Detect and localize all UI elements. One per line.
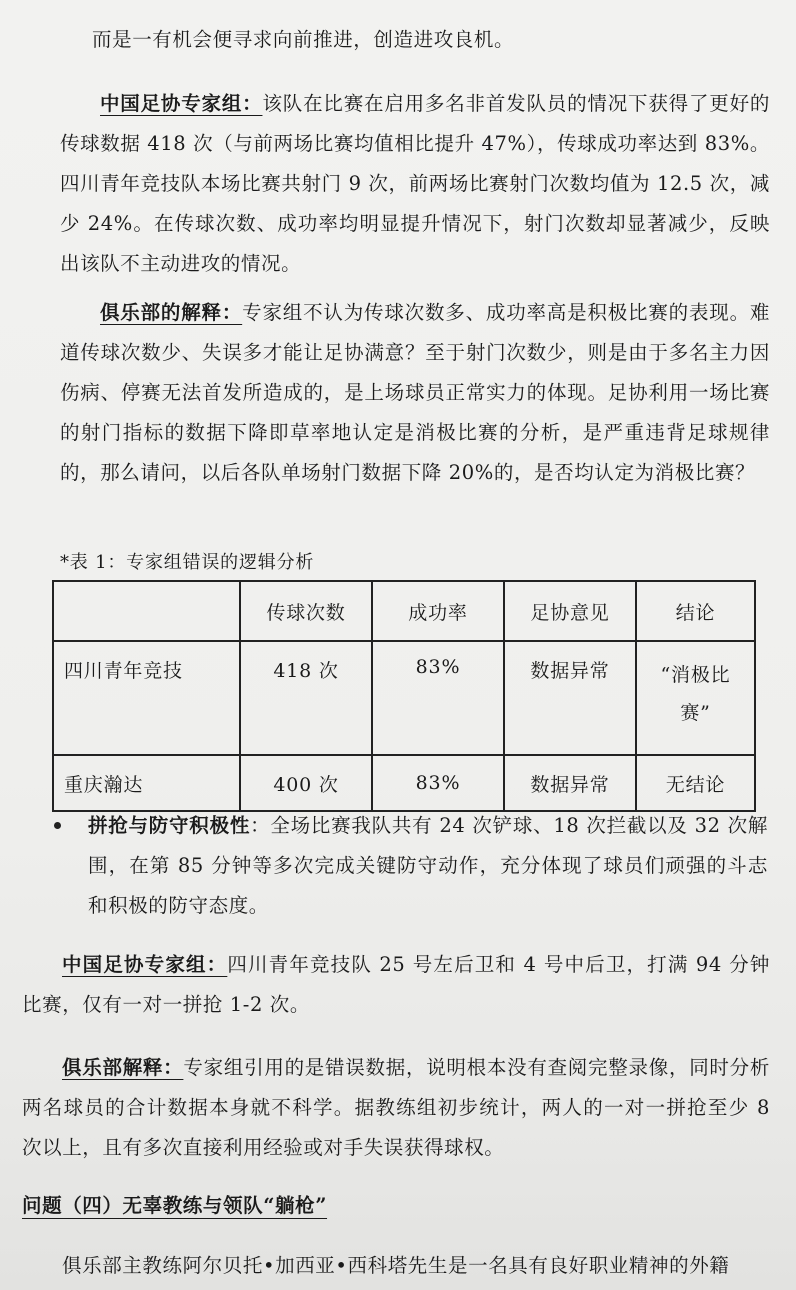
table-header-cell: 足协意见 (504, 581, 636, 641)
defense-bullet-paragraph (88, 806, 768, 926)
table-cell: 重庆瀚达 (53, 755, 240, 811)
table-cell: 数据异常 (504, 641, 636, 755)
table-caption: *表 1：专家组错误的逻辑分析 (60, 552, 315, 573)
intro-line: 而是一有机会便寻求向前推进，创造进攻良机。 (92, 28, 515, 51)
defense-bullet-label: 拼抢与防守积极性 (88, 814, 251, 837)
table-header-cell: 结论 (636, 581, 755, 641)
expert-group-tackle-text: 四川青年竞技队 25 号左后卫和 4 号中后卫，打满 94 分钟比赛，仅有一对一拼抢 1-2 次。 (22, 953, 770, 1016)
table-row (53, 755, 755, 811)
club-explanation-label: 俱乐部的解释： (100, 301, 243, 324)
club-explanation-label: 俱乐部解释： (62, 1056, 184, 1079)
club-explanation-passing-paragraph (60, 293, 770, 493)
table-cell: 83% (372, 755, 504, 811)
table-cell: “消极比赛” (636, 641, 755, 755)
table-cell: 83% (372, 641, 504, 755)
bullet-marker (54, 822, 61, 829)
logic-analysis-table (52, 580, 756, 812)
club-explanation-passing-text: 专家组不认为传球次数多、成功率高是积极比赛的表现。难道传球次数少、失误多才能让足协满意？至于射门次数少，则是由于多名主力因伤病、停赛无法首发所造成的，是上场球员正常实力的体现。足协利用一场比赛的射门指标的数据下降即草率地认定是消极比赛的分析，是严重违背足球规律的，那么请问，以后各队单场射门数据下降 20%的，是否均认定为消极比赛？ (60, 301, 770, 484)
table-header-row (53, 581, 755, 641)
table-cell: 无结论 (636, 755, 755, 811)
table-header-cell (53, 581, 240, 641)
table-header-cell: 传球次数 (240, 581, 372, 641)
section-heading: 问题（四）无辜教练与领队“躺枪” (22, 1194, 328, 1217)
table-cell: 400 次 (240, 755, 372, 811)
table-cell: 数据异常 (504, 755, 636, 811)
table-header-cell: 成功率 (372, 581, 504, 641)
club-explanation-tackle-paragraph (22, 1048, 770, 1168)
club-explanation-tackle-text: 专家组引用的是错误数据，说明根本没有查阅完整录像，同时分析两名球员的合计数据本身就不科学。据教练组初步统计，两人的一对一拼抢至少 8 次以上，且有多次直接利用经验或对手失误获得球权。 (22, 1056, 770, 1159)
final-line: 俱乐部主教练阿尔贝托•加西亚•西科塔先生是一名具有良好职业精神的外籍 (62, 1254, 730, 1277)
expert-group-label: 中国足协专家组： (100, 92, 263, 115)
expert-group-passing-paragraph (60, 84, 770, 284)
expert-group-tackle-paragraph (22, 945, 770, 1025)
expert-group-passing-text: 该队在比赛在启用多名非首发队员的情况下获得了更好的传球数据 418 次（与前两场比赛均值相比提升 47%），传球成功率达到 83%。四川青年竞技队本场比赛共射门 9 次，前两场比赛射门次数均值为 12.5 次，减少 24%。在传球次数、成功率均明显提升情况下，射门次数却显著减少，反映出该队不主动进攻的情况。 (60, 92, 770, 275)
table-cell: 418 次 (240, 641, 372, 755)
expert-group-label: 中国足协专家组： (62, 953, 228, 976)
table-row (53, 641, 755, 755)
table-cell: 四川青年竞技 (53, 641, 240, 755)
defense-bullet-text: ：全场比赛我队共有 24 次铲球、18 次拦截以及 32 次解围，在第 85 分钟等多次完成关键防守动作，充分体现了球员们顽强的斗志和积极的防守态度。 (88, 814, 768, 917)
